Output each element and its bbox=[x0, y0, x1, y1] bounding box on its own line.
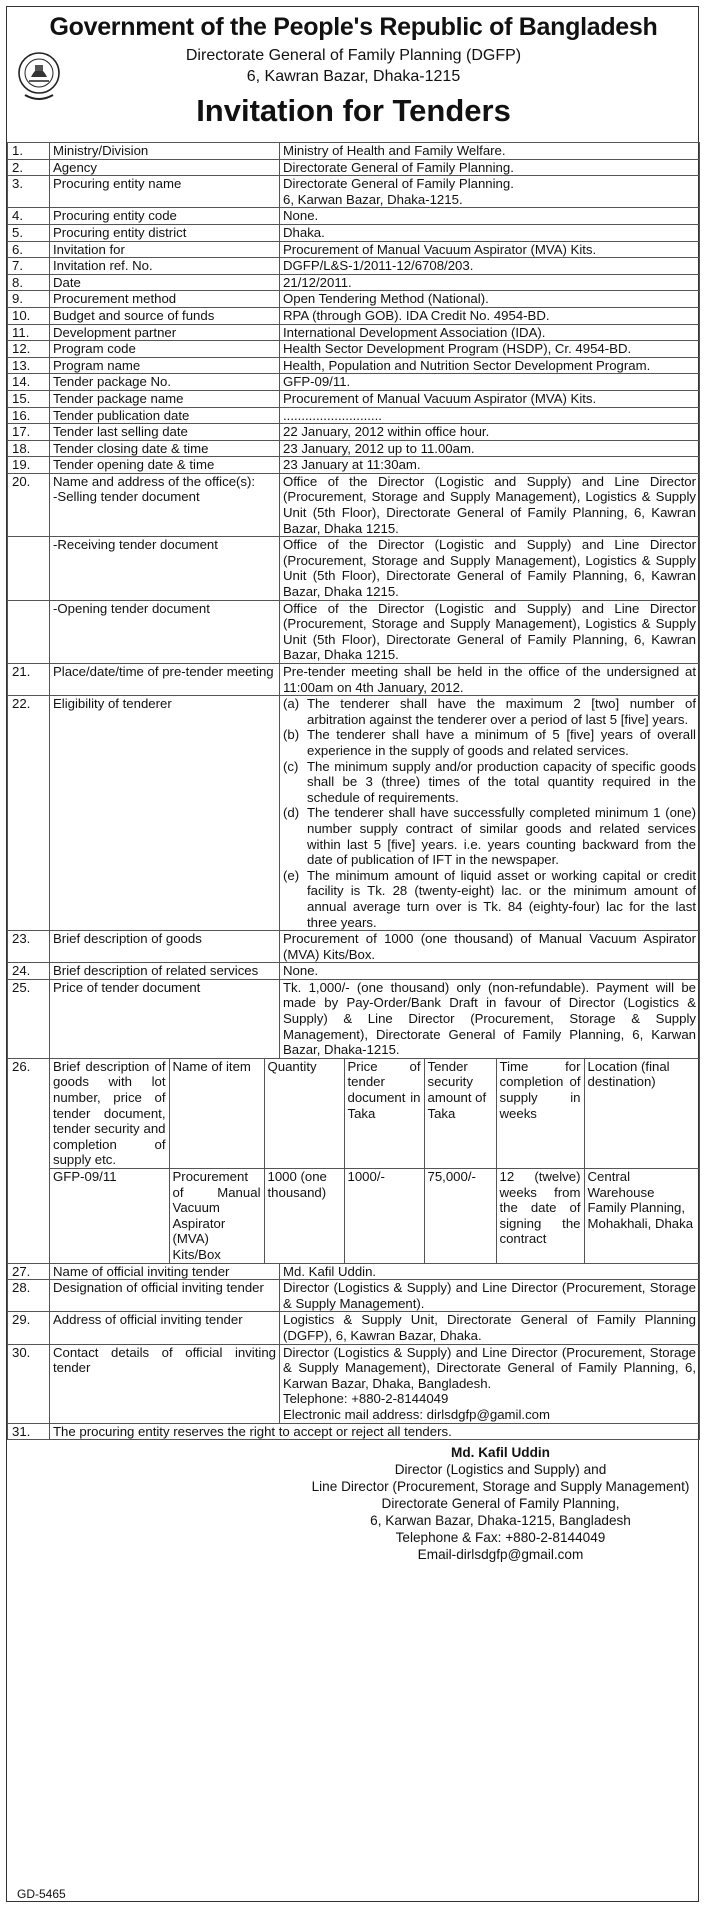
table-row: 31. The procuring entity reserves the right to accept or reject all tenders. bbox=[8, 1423, 700, 1440]
list-item: (d) The tenderer shall have successfully completed minimum 1 (one) number supply contract of similar goods and related services within last 5 [five] years. i.e. years counting backward from the date of publication of IFT in the newspaper. bbox=[283, 805, 696, 868]
table-row: 23. Brief description of goods Procurement of 1000 (one thousand) of Manual Vacuum Aspirator (MVA) Kits/Box. bbox=[8, 931, 700, 963]
row-value: Ministry of Health and Family Welfare. bbox=[280, 143, 700, 160]
row-value: Logistics & Supply Unit, Directorate General of Family Planning (DGFP), 6, Kawran Bazar, Dhaka. bbox=[280, 1312, 700, 1344]
row-value: Procurement of Manual Vacuum Aspirator (MVA) Kits. bbox=[280, 390, 700, 407]
row-label: Invitation ref. No. bbox=[50, 258, 280, 275]
table-row bbox=[8, 357, 700, 374]
row-value: International Development Association (IDA). bbox=[280, 324, 700, 341]
row-number: 4. bbox=[8, 208, 50, 225]
row-value: 23 January at 11:30am. bbox=[280, 457, 700, 474]
row-value: Directorate General of Family Planning. bbox=[280, 159, 700, 176]
list-item: (a) The tenderer shall have the maximum 2 [two] number of arbitration against the tenderer over a period of last 5 [five] years. bbox=[283, 696, 696, 727]
row-label: Development partner bbox=[50, 324, 280, 341]
row-number: 18. bbox=[8, 440, 50, 457]
list-item: (b) The tenderer shall have a minimum of 5 [five] years of overall experience in the supply of goods and related services. bbox=[283, 727, 696, 758]
table-row bbox=[8, 424, 700, 441]
list-item: (e) The minimum amount of liquid asset or working capital or credit facility is Tk. 28 (twenty-eight) lac. or the minimum amount of annual average turn over is Tk. 84 (eighty-four) lac for the last three years. bbox=[283, 867, 696, 930]
row-value-line: 6, Karwan Bazar, Dhaka-1215. bbox=[283, 191, 463, 207]
table-row bbox=[8, 307, 700, 324]
table-row bbox=[8, 224, 700, 241]
row-label: Budget and source of funds bbox=[50, 307, 280, 324]
row-number: 9. bbox=[8, 291, 50, 308]
row-value: Health Sector Development Program (HSDP), Cr. 4954-BD. bbox=[280, 341, 700, 358]
selling-office: Office of the Director (Logistic and Supply) and Line Director (Procurement, Storage and Supply Management), Logistics & Supply Unit (5th Floor), Directorate General of Family Planning, 6, Kawran Bazar, Dhaka 1215. bbox=[280, 473, 700, 536]
row-label: Tender package No. bbox=[50, 374, 280, 391]
lot-table bbox=[50, 1059, 699, 1263]
row-label: Tender last selling date bbox=[50, 424, 280, 441]
row-label: Program code bbox=[50, 341, 280, 358]
row-value-line: Directorate General of Family Planning. bbox=[283, 176, 514, 192]
contact-details: Director (Logistics & Supply) and Line Director (Procurement, Storage & Supply Management), Directorate General of Family Planning, 6, Karwan Bazar, Dhaka, Bangladesh. bbox=[283, 1344, 696, 1391]
row-value: Md. Kafil Uddin. bbox=[280, 1263, 700, 1280]
row-label: Tender opening date & time bbox=[50, 457, 280, 474]
row-value: Health, Population and Nutrition Sector Development Program. bbox=[280, 357, 700, 374]
row-value: Open Tendering Method (National). bbox=[280, 291, 700, 308]
row-label: Program name bbox=[50, 357, 280, 374]
row-label: Designation of official inviting tender bbox=[50, 1280, 280, 1312]
organization-name: Directorate General of Family Planning (DGFP) bbox=[185, 47, 522, 64]
row-number: 14. bbox=[8, 374, 50, 391]
row-number: 16. bbox=[8, 407, 50, 424]
row-label: Address of official inviting tender bbox=[50, 1312, 280, 1344]
row-number: 15. bbox=[8, 390, 50, 407]
table-row: 20. Name and address of the office(s): -Selling tender document Office of the Director (Logistic and Supply) and Line Director (Procurement, Storage and Supply Management), Logistics & Supply Unit (5th Floor), Directorate General of Family Planning, 6, Kawran Bazar, Dhaka 1215. bbox=[8, 473, 700, 536]
row-value: 21/12/2011. bbox=[280, 274, 700, 291]
table-row bbox=[8, 258, 700, 275]
row-value: DGFP/L&S-1/2011-12/6708/203. bbox=[280, 258, 700, 275]
table-row bbox=[8, 457, 700, 474]
row-number: 6. bbox=[8, 241, 50, 258]
table-row bbox=[8, 159, 700, 176]
receiving-label: -Receiving tender document bbox=[50, 537, 280, 600]
row-label: Tender publication date bbox=[50, 407, 280, 424]
table-row: 21. Place/date/time of pre-tender meeting Pre-tender meeting shall be held in the office of the undersigned at 11:00am on 4th January, 2012. bbox=[8, 664, 700, 696]
row-value: RPA (through GOB). IDA Credit No. 4954-BD. bbox=[280, 307, 700, 324]
table-row bbox=[8, 176, 700, 208]
table-row bbox=[8, 600, 700, 663]
table-row bbox=[8, 291, 700, 308]
table-row bbox=[8, 1280, 700, 1312]
row-label: Name and address of the office(s): bbox=[53, 473, 256, 489]
row-label: Procuring entity district bbox=[50, 224, 280, 241]
reservation-note: The procuring entity reserves the right to accept or reject all tenders. bbox=[50, 1423, 700, 1440]
row-value: Dhaka. bbox=[280, 224, 700, 241]
table-row: 22. Eligibility of tenderer (a) The tenderer shall have the maximum 2 [two] number of arbitration against the tenderer over a period of last 5 [five] years. (b) The tenderer shall have a minimum of 5 [five] years of overall experience in the supply of goods and related services. (c) The minimum supply and/or production capacity of specific goods shall be 3 (three) times of the total quantity required in the schedule of requirements. (d) The tenderer shall have successfully completed minimum 1 (one) number supply contract of similar goods and related services within last 5 [five] years. i.e. years counting backward from the date of publication of IFT in the newspaper. (e) The minimum amount of liquid asset or working capital or credit facility is Tk. 28 (twenty-eight) lac. or the minimum amount of annual average turn over is Tk. 84 (eighty-four) lac for the last three years. bbox=[8, 696, 700, 931]
table-row bbox=[8, 390, 700, 407]
organization-address: 6, Kawran Bazar, Dhaka-1215 bbox=[246, 68, 461, 85]
row-label: Agency bbox=[50, 159, 280, 176]
row-value: None. bbox=[280, 208, 700, 225]
table-row: 25. Price of tender document Tk. 1,000/- (one thousand) only (non-refundable). Payment will be made by Pay-Order/Bank Draft in favour of Director (Logistics & Supply) & Line Director (Procurement, Storage & Supply Management), Directorate General of Family Planning, 6, Karwan Bazar, Dhaka-1215. bbox=[8, 979, 700, 1058]
opening-office: Office of the Director (Logistic and Supply) and Line Director (Procurement, Storage and Supply Management), Logistics & Supply Unit (5th Floor), Directorate General of Family Planning, 6, Kawran Bazar, Dhaka 1215. bbox=[280, 600, 700, 663]
row-label: Tender closing date & time bbox=[50, 440, 280, 457]
row-value: GFP-09/11. bbox=[280, 374, 700, 391]
table-row bbox=[8, 324, 700, 341]
selling-label: -Selling tender document bbox=[53, 489, 200, 505]
row-value: Director (Logistics & Supply) and Line Director (Procurement, Storage & Supply Management). bbox=[280, 1280, 700, 1312]
table-row bbox=[8, 274, 700, 291]
row-label: Procuring entity code bbox=[50, 208, 280, 225]
row-label: Date bbox=[50, 274, 280, 291]
table-row bbox=[8, 208, 700, 225]
table-row bbox=[8, 143, 700, 160]
row-value: 23 January, 2012 up to 11.00am. bbox=[280, 440, 700, 457]
row-number: 27. bbox=[8, 1263, 50, 1280]
row-number: 8. bbox=[8, 274, 50, 291]
row-value: 22 January, 2012 within office hour. bbox=[280, 424, 700, 441]
row-number: 3. bbox=[8, 176, 50, 208]
lot-table-row: GFP-09/11 Procurement of Manual Vacuum Aspirator (MVA) Kits/Box 1000 (one thousand) 1000/- 75,000/- 12 (twelve) weeks from the date of signing the contract Central Warehouse Family Planning, Mohakhali, Dhaka bbox=[50, 1169, 699, 1263]
opening-label: -Opening tender document bbox=[50, 600, 280, 663]
contact-email: Electronic mail address: dirlsdgfp@gamil.com bbox=[283, 1406, 550, 1422]
table-row bbox=[8, 1263, 700, 1280]
table-row bbox=[8, 241, 700, 258]
row-number: 17. bbox=[8, 424, 50, 441]
row-label: Name of official inviting tender bbox=[50, 1263, 280, 1280]
row-label: Ministry/Division bbox=[50, 143, 280, 160]
row-label: Procuring entity name bbox=[50, 176, 280, 208]
row-number: 28. bbox=[8, 1280, 50, 1312]
row-value bbox=[280, 176, 700, 208]
row-number: 10. bbox=[8, 307, 50, 324]
row-number: 7. bbox=[8, 258, 50, 275]
contact-phone: Telephone: +880-2-8144049 bbox=[283, 1391, 449, 1407]
government-title: Government of the People's Republic of Bangladesh bbox=[49, 13, 658, 41]
row-label: Procurement method bbox=[50, 291, 280, 308]
table-row: 26. Brief description of goods with lot number, price of tender document, tender security and completion of supply etc. Name of item Quantity Price of tender document in Taka Tender security amount of Taka Time for completion of supply in weeks Location (final destination) GFP-09/11 Procurement of Manual Vacuum Aspirator (MVA) Kits/Box 1000 (one thousand) 1000/- 75,000/- 12 (twelve) weeks from the date of signing the contract Central Warehouse Family Planning, Mohakhali, Dhaka bbox=[8, 1058, 700, 1263]
footer-code: GD-5465 bbox=[17, 1887, 66, 1901]
lot-table-header: Brief description of goods with lot number, price of tender document, tender security and completion of supply etc. Name of item Quantity Price of tender document in Taka Tender security amount of Taka Time for completion of supply in weeks Location (final destination) bbox=[50, 1059, 699, 1169]
row-label: Tender package name bbox=[50, 390, 280, 407]
table-row bbox=[8, 341, 700, 358]
row-number: 5. bbox=[8, 224, 50, 241]
table-row bbox=[8, 1312, 700, 1344]
row-number: 12. bbox=[8, 341, 50, 358]
table-row bbox=[8, 374, 700, 391]
row-number: 19. bbox=[8, 457, 50, 474]
row-value: Procurement of Manual Vacuum Aspirator (MVA) Kits. bbox=[280, 241, 700, 258]
table-row: 24. Brief description of related services None. bbox=[8, 963, 700, 980]
row-number: 1. bbox=[8, 143, 50, 160]
page-title: Invitation for Tenders bbox=[196, 93, 511, 128]
row-number: 13. bbox=[8, 357, 50, 374]
government-seal-icon bbox=[17, 51, 61, 103]
receiving-office: Office of the Director (Logistic and Supply) and Line Director (Procurement, Storage and Supply Management), Logistics & Supply Unit (5th Floor), Directorate General of Family Planning, 6, Kawran Bazar, Dhaka 1215. bbox=[280, 537, 700, 600]
list-item: (c) The minimum supply and/or production capacity of specific goods shall be 3 (three) times of the total quantity required in the schedule of requirements. bbox=[283, 758, 696, 805]
row-number: 11. bbox=[8, 324, 50, 341]
eligibility-list bbox=[280, 696, 700, 931]
row-number: 29. bbox=[8, 1312, 50, 1344]
tender-details-table bbox=[7, 142, 700, 1440]
signature-block: Md. Kafil Uddin Director (Logistics and Supply) and Line Director (Procurement, Storage and Supply Management) Directorate General of Family Planning, 6, Karwan Bazar, Dhaka-1215, Bangladesh Telephone & Fax: +880-2-8144049 Email-dirlsdgfp@gmail.com bbox=[301, 1444, 700, 1563]
row-value: ........................... bbox=[280, 407, 700, 424]
tender-notice bbox=[6, 6, 699, 1902]
notice-header bbox=[7, 7, 700, 128]
table-row bbox=[8, 440, 700, 457]
signatory-name: Md. Kafil Uddin bbox=[451, 1445, 550, 1460]
row-label: Invitation for bbox=[50, 241, 280, 258]
table-row: 30. Contact details of official inviting tender Director (Logistics & Supply) and Line Director (Procurement, Storage & Supply Management), Directorate General of Family Planning, 6, Karwan Bazar, Dhaka, Bangladesh. Telephone: +880-2-8144049 Electronic mail address: dirlsdgfp@gamil.com bbox=[8, 1344, 700, 1423]
table-row bbox=[8, 407, 700, 424]
row-number: 2. bbox=[8, 159, 50, 176]
table-row bbox=[8, 537, 700, 600]
